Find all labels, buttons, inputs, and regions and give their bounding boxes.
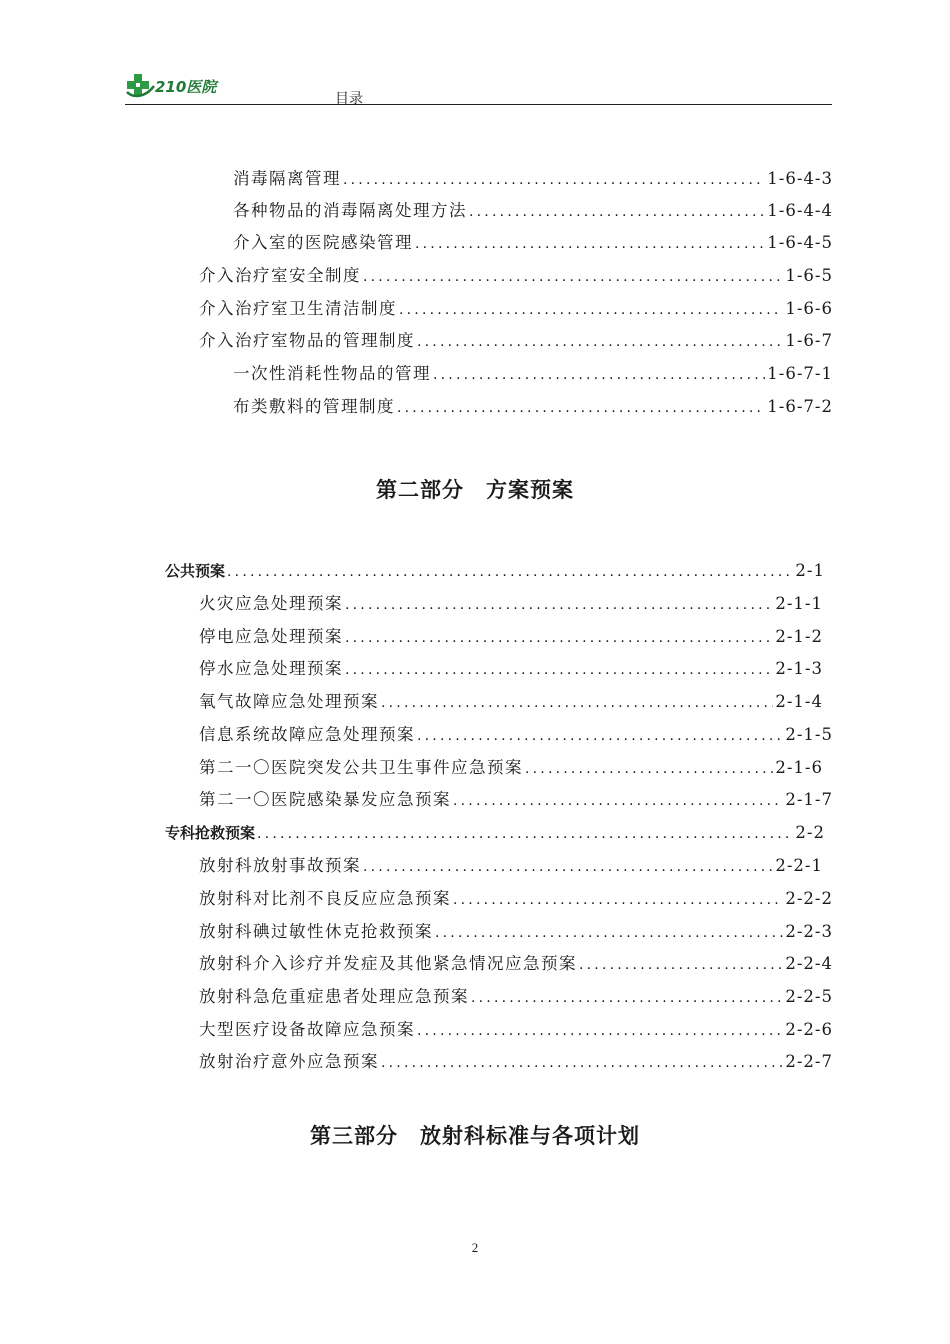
toc-entry-page: 1-6-6 (785, 299, 833, 318)
toc-leader-dots (227, 558, 793, 584)
toc-entry-page: 1-6-7-2 (767, 397, 833, 416)
section-title-part2-number: 第二部分 (376, 478, 464, 502)
toc-entry[interactable] (233, 230, 833, 256)
toc-entry-title: 各种物品的消毒隔离处理方法 (233, 201, 467, 220)
toc-leader-dots (433, 361, 765, 387)
toc-entry-page: 2-1 (795, 561, 825, 580)
toc-entry-title: 停水应急处理预案 (199, 659, 343, 678)
toc-entry[interactable] (199, 755, 823, 781)
section-title-part2 (0, 474, 950, 504)
toc-entry-page: 1-6-7-1 (767, 364, 833, 383)
toc-entry[interactable] (199, 656, 823, 682)
toc-entry-title: 火灾应急处理预案 (199, 594, 343, 613)
toc-leader-dots (363, 853, 773, 879)
toc-entry-page: 2-2-4 (785, 954, 833, 973)
toc-entry[interactable] (233, 166, 833, 192)
toc-entry[interactable] (233, 361, 833, 387)
toc-leader-dots (257, 820, 793, 846)
toc-leader-dots (579, 951, 783, 977)
header-title: 目录 (335, 91, 363, 107)
toc-entry[interactable] (199, 1049, 833, 1075)
header-divider (125, 104, 832, 105)
toc-entry[interactable] (199, 984, 833, 1010)
toc-entry[interactable] (199, 591, 823, 617)
section-title-part2-name: 方案预案 (486, 478, 574, 502)
toc-entry[interactable] (199, 722, 833, 748)
toc-leader-dots (381, 1049, 783, 1075)
toc-entry-title: 放射治疗意外应急预案 (199, 1052, 379, 1071)
toc-leader-dots (453, 787, 783, 813)
toc-entry[interactable] (199, 328, 833, 354)
toc-leader-dots (345, 624, 773, 650)
toc-entry[interactable] (199, 263, 833, 289)
toc-leader-dots (471, 984, 783, 1010)
toc-entry-title: 介入治疗室卫生清洁制度 (199, 299, 397, 318)
toc-entry-page: 2-2-3 (785, 922, 833, 941)
medical-cross-icon (125, 72, 155, 100)
hospital-logo (125, 72, 225, 100)
toc-entry-page: 2-1-3 (775, 659, 823, 678)
toc-entry-title: 放射科碘过敏性休克抢救预案 (199, 922, 433, 941)
toc-entry-title: 放射科放射事故预案 (199, 856, 361, 875)
toc-entry-title: 放射科急危重症患者处理应急预案 (199, 987, 469, 1006)
toc-leader-dots (397, 394, 765, 420)
toc-leader-dots (363, 263, 783, 289)
toc-leader-dots (417, 722, 783, 748)
toc-entry-page: 1-6-4-4 (767, 201, 833, 220)
toc-entry-page: 1-6-4-3 (767, 169, 833, 188)
toc-entry[interactable] (199, 853, 823, 879)
toc-entry-page: 2-2-1 (775, 856, 823, 875)
toc-entry-page: 2-1-1 (775, 594, 823, 613)
toc-entry-title: 介入室的医院感染管理 (233, 233, 413, 252)
toc-entry-page: 2-2-5 (785, 987, 833, 1006)
toc-entry-title: 介入治疗室物品的管理制度 (199, 331, 415, 350)
toc-entry[interactable] (233, 394, 833, 420)
toc-entry-page: 2-1-5 (785, 725, 833, 744)
toc-group-entry[interactable] (165, 558, 825, 584)
toc-entry-title: 大型医疗设备故障应急预案 (199, 1020, 415, 1039)
toc-entry-page: 1-6-4-5 (767, 233, 833, 252)
toc-entry-title: 放射科对比剂不良反应应急预案 (199, 889, 451, 908)
toc-leader-dots (525, 755, 773, 781)
toc-entry-title: 公共预案 (165, 562, 226, 580)
toc-entry[interactable] (199, 296, 833, 322)
toc-entry-page: 2-1-2 (775, 627, 823, 646)
toc-leader-dots (469, 198, 765, 224)
toc-entry-page: 1-6-7 (785, 331, 833, 350)
toc-entry-title: 一次性消耗性物品的管理 (233, 364, 431, 383)
toc-leader-dots (415, 230, 765, 256)
section-title-part3-name: 放射科标准与各项计划 (420, 1124, 640, 1148)
toc-leader-dots (381, 689, 773, 715)
toc-entry-title: 信息系统故障应急处理预案 (199, 725, 415, 744)
toc-entry-page: 2-2-2 (785, 889, 833, 908)
toc-entry[interactable] (199, 624, 823, 650)
page-number: 2 (471, 1240, 479, 1255)
toc-entry-title: 专科抢救预案 (165, 824, 256, 842)
toc-entry[interactable] (199, 1017, 833, 1043)
page-header (125, 66, 832, 106)
logo-text: 210医院 (155, 78, 217, 96)
toc-entry[interactable] (199, 886, 833, 912)
toc-group-entry[interactable] (165, 820, 825, 846)
toc-leader-dots (343, 166, 765, 192)
toc-entry-page: 2-2-7 (785, 1052, 833, 1071)
toc-leader-dots (345, 591, 773, 617)
toc-entry-title: 布类敷料的管理制度 (233, 397, 395, 416)
toc-entry-title: 第二一〇医院感染暴发应急预案 (199, 790, 451, 809)
toc-entry-title: 第二一〇医院突发公共卫生事件应急预案 (199, 758, 523, 777)
toc-entry-title: 停电应急处理预案 (199, 627, 343, 646)
toc-entry-title: 消毒隔离管理 (233, 169, 341, 188)
toc-leader-dots (435, 919, 783, 945)
toc-leader-dots (417, 328, 783, 354)
toc-entry-title: 氧气故障应急处理预案 (199, 692, 379, 711)
section-title-part3 (0, 1120, 950, 1150)
toc-entry-page: 2-2 (795, 823, 825, 842)
toc-leader-dots (345, 656, 773, 682)
toc-entry[interactable] (199, 951, 833, 977)
toc-leader-dots (399, 296, 783, 322)
toc-entry-page: 1-6-5 (785, 266, 833, 285)
toc-entry-title: 放射科介入诊疗并发症及其他紧急情况应急预案 (199, 954, 577, 973)
toc-entry[interactable] (233, 198, 833, 224)
toc-leader-dots (453, 886, 783, 912)
toc-entry[interactable] (199, 787, 833, 813)
toc-entry-page: 2-2-6 (785, 1020, 833, 1039)
toc-leader-dots (417, 1017, 783, 1043)
toc-entry-page: 2-1-6 (775, 758, 823, 777)
toc-entry[interactable] (199, 919, 833, 945)
toc-entry-title: 介入治疗室安全制度 (199, 266, 361, 285)
toc-entry-page: 2-1-7 (785, 790, 833, 809)
section-title-part3-number: 第三部分 (310, 1124, 398, 1148)
toc-entry-page: 2-1-4 (775, 692, 823, 711)
toc-entry[interactable] (199, 689, 823, 715)
